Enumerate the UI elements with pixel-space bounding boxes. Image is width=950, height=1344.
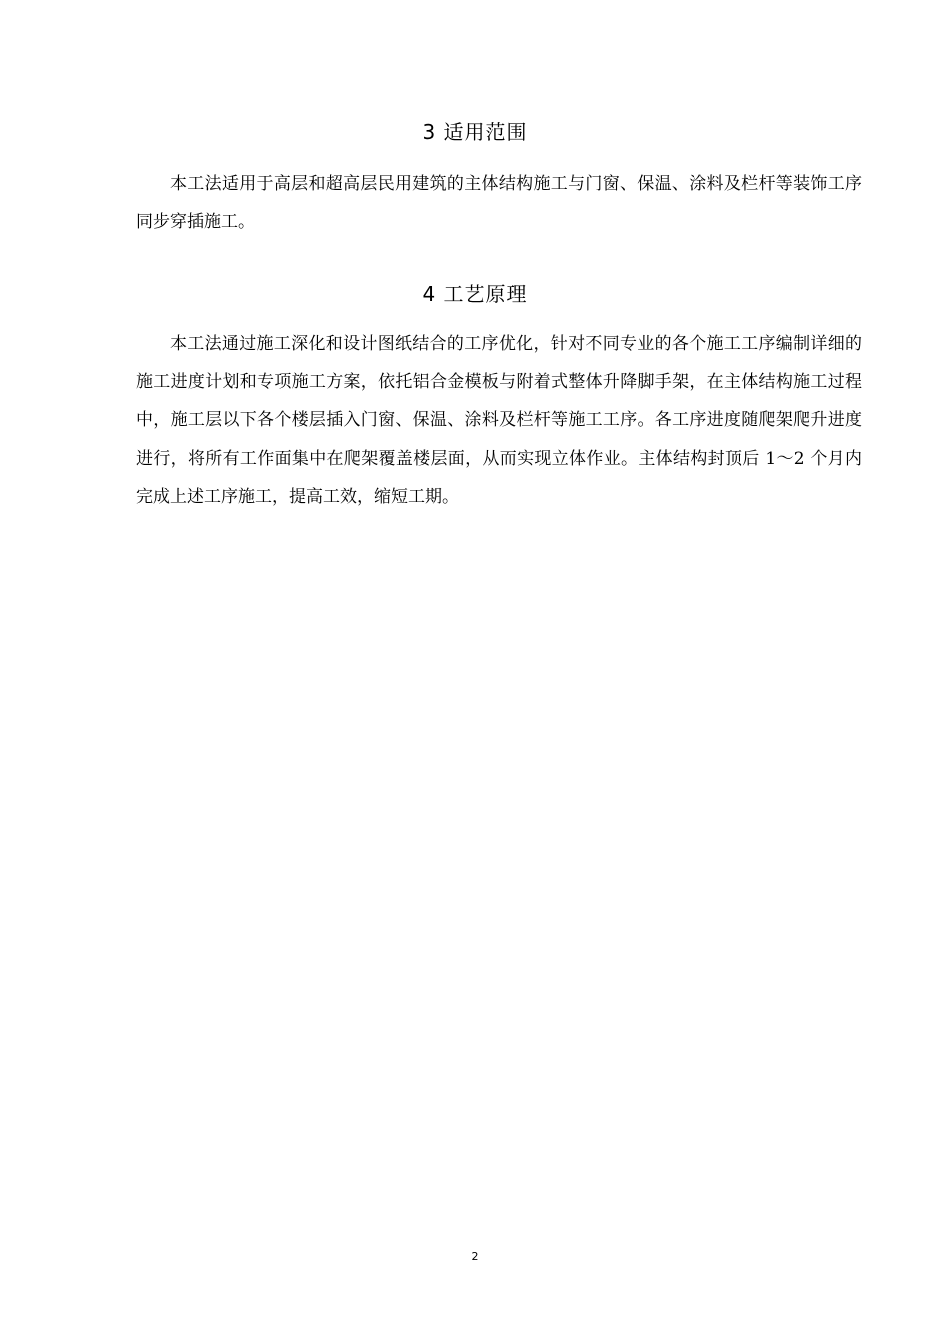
section-body-principle: 本工法通过施工深化和设计图纸结合的工序优化，针对不同专业的各个施工工序编制详细的施工进度计划和专项施工方案，依托铝合金模板与附着式整体升降脚手架，在主体结构施工过程中，施工层以下各个楼层插入门窗、保温、涂料及栏杆等施工工序。各工序进度随爬架爬升进度进行，将所有工作面集中在爬架覆盖楼层面，从而实现立体作业。主体结构封顶后 1～2 个月内完成上述工序施工，提高工效，缩短工期。 bbox=[136, 334, 862, 507]
section-body-scope: 本工法适用于高层和超高层民用建筑的主体结构施工与门窗、保温、涂料及栏杆等装饰工序同步穿插施工。 bbox=[136, 174, 862, 233]
page-number: 2 bbox=[471, 1250, 479, 1263]
section-heading-scope: 3 适用范围 bbox=[422, 120, 528, 144]
section-heading-principle: 4 工艺原理 bbox=[422, 282, 528, 306]
